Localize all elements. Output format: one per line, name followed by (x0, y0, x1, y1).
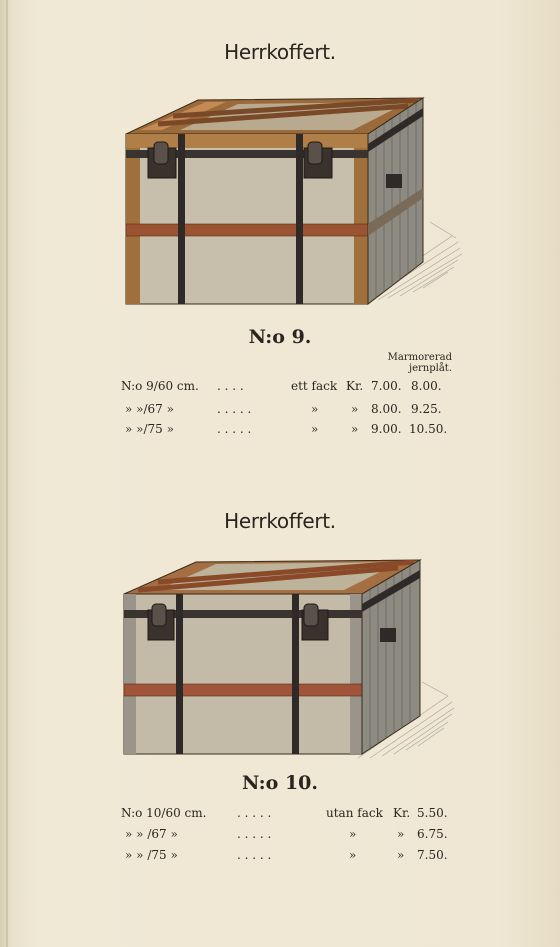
leader-dots: . . . . . (237, 806, 272, 820)
size-cell: » »/75 » (125, 422, 174, 436)
currency-cell: » (397, 848, 405, 862)
currency-cell: » (351, 402, 359, 416)
price-row (121, 402, 451, 418)
type-cell: » (311, 402, 319, 416)
price-row (121, 806, 451, 822)
type-cell: » (349, 848, 357, 862)
type-cell: ett fack (291, 379, 338, 393)
price-cell: 7.00. (371, 379, 402, 393)
price-row (121, 422, 451, 438)
page-edge (6, 0, 8, 947)
currency-cell: » (397, 827, 405, 841)
price-row (121, 827, 451, 843)
trunk-illustration (118, 92, 468, 312)
leader-dots: . . . . . (217, 422, 252, 436)
size-cell: » » /67 » (125, 827, 178, 841)
product-title: Herrkoffert. (224, 509, 336, 533)
leader-dots: . . . . . (237, 827, 272, 841)
leader-dots: . . . . . (237, 848, 272, 862)
size-cell: N:o 9/60 cm. (121, 379, 199, 393)
currency-cell: Kr. (393, 806, 411, 820)
price-row (121, 379, 451, 395)
model-number: N:o 9. (248, 326, 312, 348)
price-cell: 8.00. (371, 402, 402, 416)
model-number: N:o 10. (241, 772, 319, 794)
price-cell: 7.50. (417, 848, 448, 862)
price-row (121, 848, 451, 864)
currency-cell: » (351, 422, 359, 436)
size-cell: » » /75 » (125, 848, 178, 862)
product-title: Herrkoffert. (224, 40, 336, 64)
currency-cell: Kr. (346, 379, 364, 393)
size-cell: » »/67 » (125, 402, 174, 416)
column-header: Marmorerad jernplåt. (387, 352, 452, 374)
type-cell: utan fack (326, 806, 383, 820)
type-cell: » (349, 827, 357, 841)
price-cell: 9.00. (371, 422, 402, 436)
leader-dots: . . . . . (217, 402, 252, 416)
type-cell: » (311, 422, 319, 436)
leader-dots: . . . . (217, 379, 244, 393)
price-marbled-cell: 10.50. (409, 422, 448, 436)
price-cell: 5.50. (417, 806, 448, 820)
size-cell: N:o 10/60 cm. (121, 806, 207, 820)
price-marbled-cell: 8.00. (411, 379, 442, 393)
price-cell: 6.75. (417, 827, 448, 841)
trunk-illustration (118, 556, 468, 766)
price-marbled-cell: 9.25. (411, 402, 442, 416)
